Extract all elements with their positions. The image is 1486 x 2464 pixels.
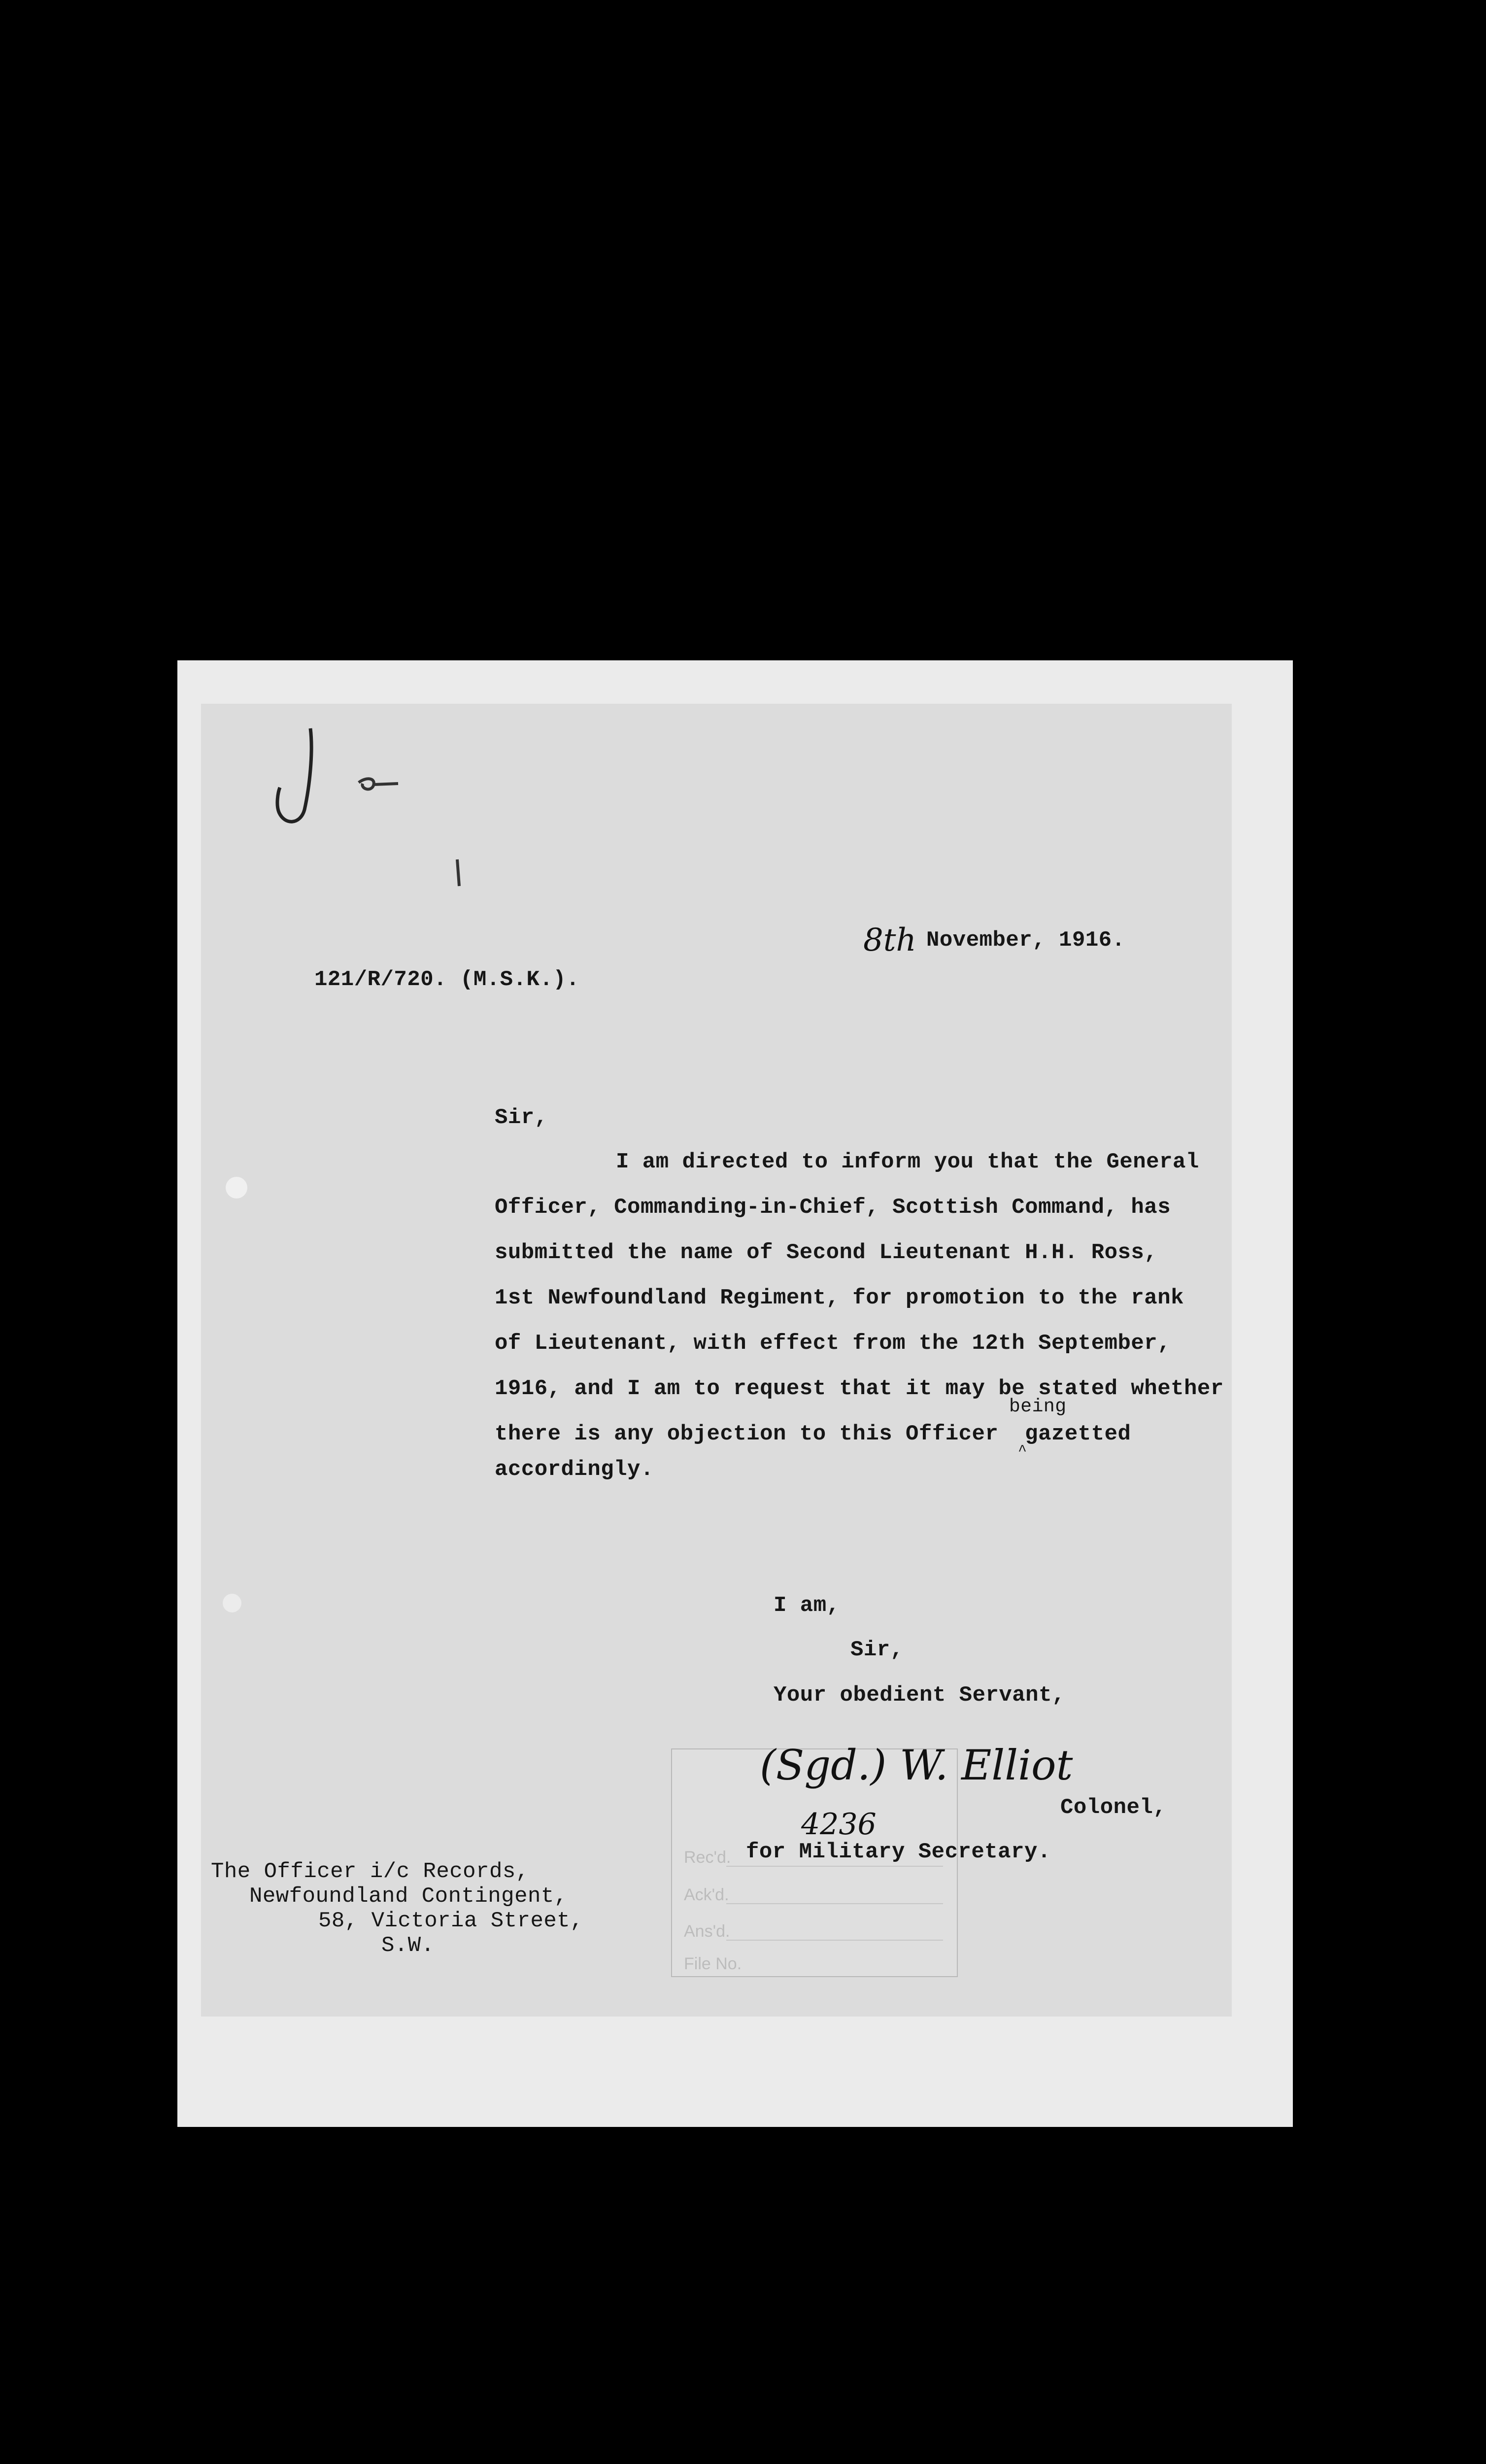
body-line-2: Officer, Commanding-in-Chief, Scottish Command, has bbox=[495, 1195, 1171, 1220]
punch-hole-mark-lower bbox=[223, 1594, 241, 1612]
address-line-2: Newfoundland Contingent, bbox=[249, 1884, 568, 1909]
closing-i-am: I am, bbox=[774, 1593, 840, 1618]
address-line-4: S.W. bbox=[381, 1933, 435, 1958]
signer-title: for Military Secretary. bbox=[746, 1840, 1051, 1864]
insertion-caret: ^ bbox=[1018, 1443, 1027, 1460]
body-line-5: of Lieutenant, with effect from the 12th September, bbox=[495, 1331, 1171, 1356]
signer-rank: Colonel, bbox=[1060, 1795, 1167, 1820]
date-day-handwritten: 8th bbox=[863, 922, 916, 958]
body-line-1: I am directed to inform you that the General bbox=[616, 1150, 1199, 1174]
body-line-8: accordingly. bbox=[495, 1457, 654, 1482]
body-line-7: there is any objection to this Officer gazetted bbox=[495, 1422, 1131, 1446]
body-line-3: submitted the name of Second Lieutenant H.H. Ross, bbox=[495, 1240, 1158, 1265]
stamp-field-received: Rec'd. bbox=[684, 1848, 731, 1867]
stamp-field-file-no: File No. bbox=[684, 1954, 742, 1973]
handwritten-tick-mark bbox=[450, 856, 465, 891]
stamp-rule-1 bbox=[726, 1866, 943, 1867]
handwritten-mark-top-left bbox=[255, 714, 413, 842]
address-line-1: The Officer i/c Records, bbox=[211, 1859, 529, 1884]
body-line-6: 1916, and I am to request that it may be stated whether bbox=[495, 1376, 1224, 1401]
stamp-rule-3 bbox=[726, 1940, 943, 1941]
signature: (Sgd.) W. Elliot bbox=[760, 1741, 1073, 1789]
stamp-rule-2 bbox=[726, 1903, 943, 1904]
insertion-word: being bbox=[1009, 1396, 1067, 1417]
closing-sir: Sir, bbox=[850, 1638, 904, 1662]
stamp-field-answered: Ans'd. bbox=[684, 1922, 730, 1941]
salutation: Sir, bbox=[495, 1105, 548, 1130]
reference-number: 121/R/720. (M.S.K.). bbox=[314, 967, 580, 992]
address-line-3: 58, Victoria Street, bbox=[318, 1909, 584, 1933]
handwritten-number: 4236 bbox=[801, 1807, 877, 1842]
body-line-4: 1st Newfoundland Regiment, for promotion to the rank bbox=[495, 1286, 1184, 1310]
closing-servant: Your obedient Servant, bbox=[774, 1683, 1065, 1708]
stamp-field-acknowledged: Ack'd. bbox=[684, 1885, 729, 1904]
letter-date: November, 1916. bbox=[926, 928, 1125, 953]
punch-hole-mark bbox=[226, 1177, 247, 1198]
